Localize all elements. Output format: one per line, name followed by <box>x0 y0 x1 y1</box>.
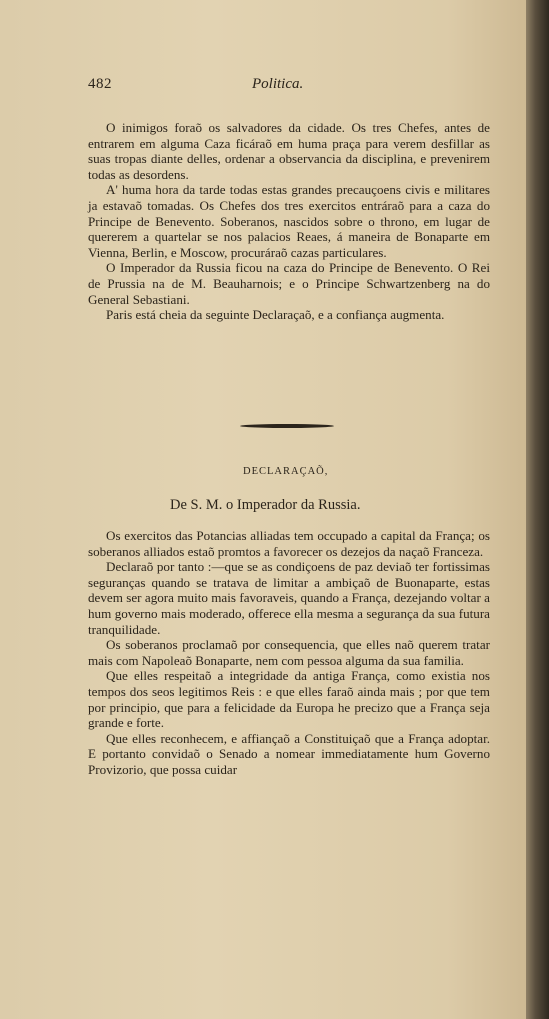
declaration-subtitle: De S. M. o Imperador da Russia. <box>170 497 361 513</box>
paragraph: O inimigos foraõ os salvadores da cidade. Os tres Chefes, antes de entrarem em alguma Caza ficáraõ em huma praça para verem desfillar as suas tropas diante delles, ordenar a observancia da disciplina, e prevenirem todas as desordens. <box>88 120 490 182</box>
paragraph: A' huma hora da tarde todas estas grandes precauçoens civis e militares ja estavaõ tomadas. Os Chefes dos tres exercitos entráraõ para a caza do Principe de Benevento. Soberanos, nascidos sobre o throno, em lugar de quererem a quartelar se nos palacios Reaes, á maneira de Bonaparte em Vienna, Berlin, e Moscow, procuráraõ cazas particulares. <box>88 182 490 260</box>
running-head: Politica. <box>252 76 304 92</box>
paragraph: Os soberanos proclamaõ por consequencia, que elles naõ querem tratar mais com Napoleaõ Bonaparte, nem com pessoa alguma da sua familia. <box>88 637 490 668</box>
paragraph: O Imperador da Russia ficou na caza do Principe de Benevento. O Rei de Prussia na de M. Beauharnois; e o Principe Schwartzenberg na do General Sebastiani. <box>88 260 490 307</box>
declaration-title: DECLARAÇAÕ, <box>243 466 329 477</box>
declaration-body <box>88 528 490 778</box>
news-section <box>88 120 490 323</box>
paragraph: Que elles reconhecem, e affiançaõ a Constituiçaõ que a França adoptar. E portanto convidaõ o Senado a nomear immediatamente hum Governo Provizorio, que possa cuidar <box>88 730 490 777</box>
paragraph: Declaraõ por tanto :—que se as condiçoens de paz deviaõ ter fortissimas seguranças quando se tratava de limitar a ambiçaõ de Buonaparte, estas devem ser agora muito mais favoraveis, quando a França, dezejando voltar a hum governo mais moderado, offerece ella mesma a segurança da sua futura tranquilidade. <box>88 559 490 637</box>
section-divider <box>240 424 334 428</box>
paragraph: Os exercitos das Potancias alliadas tem occupado a capital da França; os soberanos alliados estaõ promtos a favorecer os dezejos da naçaõ Franceza. <box>88 528 490 559</box>
book-gutter <box>526 0 549 1019</box>
paragraph: Que elles respeitaõ a integridade da antiga França, como existia nos tempos dos seos legitimos Reis : e que elles faraõ ainda mais ; por que tem por principio, que para a felicidade da Europa he precizo que a França seja grande e forte. <box>88 668 490 731</box>
page-header <box>88 76 488 100</box>
paragraph: Paris está cheia da seguinte Declaraçaõ, e a confiança augmenta. <box>106 307 445 323</box>
page-number: 482 <box>88 76 112 92</box>
